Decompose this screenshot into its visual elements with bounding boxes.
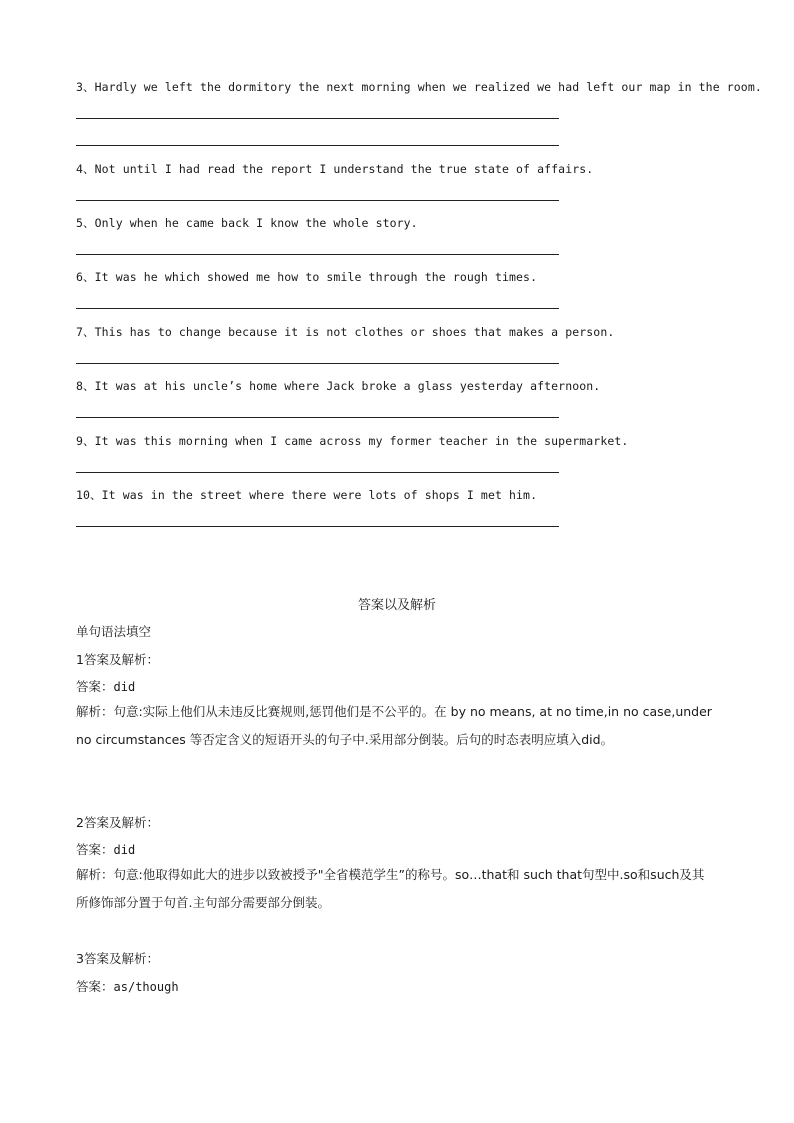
question-7: 7、This has to change because it is not clothes or shoes that makes a person. bbox=[76, 325, 615, 339]
answer-line bbox=[76, 145, 559, 146]
answer-value: as/though bbox=[113, 980, 179, 994]
answer-line bbox=[76, 200, 559, 201]
item-1-head: 1答案及解析： bbox=[76, 652, 159, 667]
answer-line bbox=[76, 254, 559, 255]
question-9: 9、It was this morning when I came across my former teacher in the supermarket. bbox=[76, 434, 629, 448]
answer-label: 答案： bbox=[76, 979, 114, 994]
answer-line bbox=[76, 472, 559, 473]
answer-line bbox=[76, 417, 559, 418]
answer-line bbox=[76, 526, 559, 527]
answer-value: did bbox=[113, 843, 136, 857]
answer-value: did bbox=[113, 680, 136, 694]
question-6: 6、It was he which showed me how to smile through the rough times. bbox=[76, 270, 538, 284]
question-8: 8、It was at his uncle’s home where Jack broke a glass yesterday afternoon. bbox=[76, 379, 601, 393]
answer-line bbox=[76, 118, 559, 119]
item-1-analysis: 解析：句意:实际上他们从未违反比赛规则,惩罚他们是不公平的。在 by no means, at no time,in no case,under no circumstances 等否定含义的短语开头的句子中.采用部分倒装。后句的时态表明应填入did。 bbox=[76, 704, 712, 747]
question-5: 5、Only when he came back I know the whole story. bbox=[76, 216, 418, 230]
answer-label: 答案： bbox=[76, 679, 114, 694]
answers-heading: 答案以及解析 bbox=[357, 598, 436, 613]
question-4: 4、Not until I had read the report I understand the true state of affairs. bbox=[76, 162, 594, 176]
item-3-head: 3答案及解析： bbox=[76, 951, 159, 966]
item-3-answer bbox=[76, 977, 179, 995]
question-10: 10、It was in the street where there were lots of shops I met him. bbox=[76, 488, 538, 502]
item-2-analysis: 解析：句意:他取得如此大的进步以致被授予"全省模范学生”的称号。so…that和 such that句型中.so和such及其所修饰部分置于句首.主句部分需要部分倒装。 bbox=[76, 867, 705, 910]
question-3: 3、Hardly we left the dormitory the next morning when we realized we had left our map in the room. bbox=[76, 80, 762, 94]
item-1-answer bbox=[76, 677, 135, 695]
answer-line bbox=[76, 363, 559, 364]
answer-line bbox=[76, 308, 559, 309]
section-title: 单句语法填空 bbox=[76, 624, 152, 639]
item-2-head: 2答案及解析： bbox=[76, 815, 159, 830]
item-2-answer bbox=[76, 840, 135, 858]
answer-label: 答案： bbox=[76, 842, 114, 857]
